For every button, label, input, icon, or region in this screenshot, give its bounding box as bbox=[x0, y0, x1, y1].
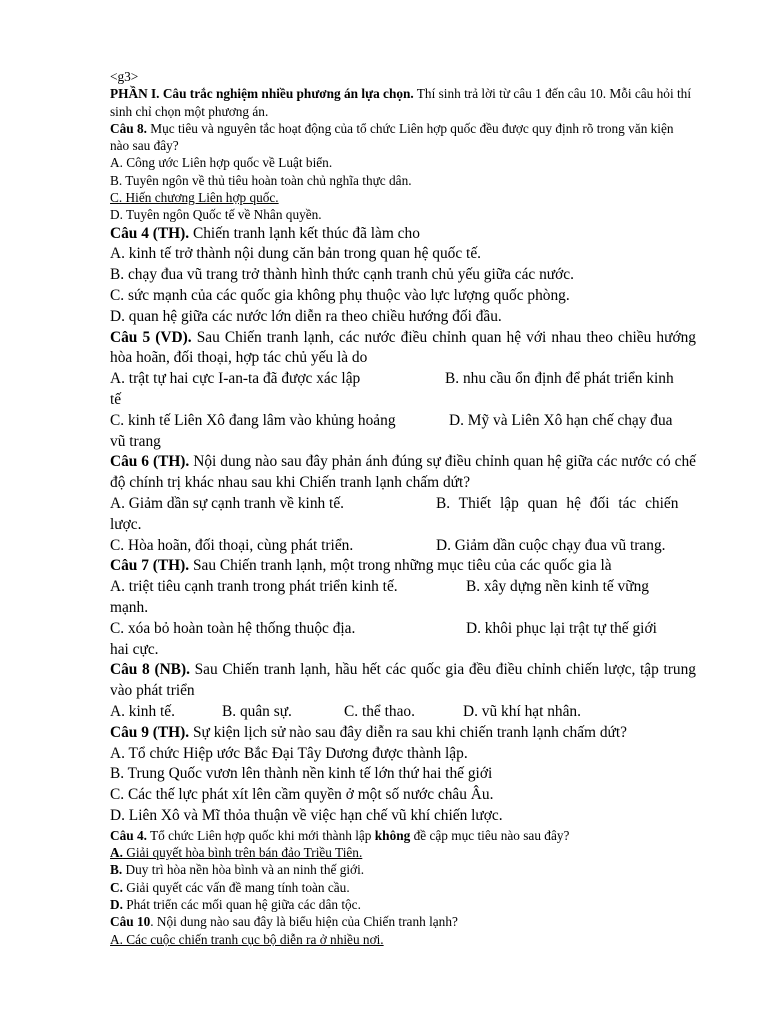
option-b-continued: lược. bbox=[110, 515, 142, 533]
question-label: Câu 4 (TH). bbox=[110, 224, 190, 242]
option-b: B. chạy đua vũ trang trở thành hình thức cạnh tranh chủ yếu giữa các nước. bbox=[110, 266, 574, 284]
option-d: D. vũ khí hạt nhân. bbox=[463, 703, 581, 720]
options-row-cd bbox=[110, 536, 696, 557]
tag-line: <g3> bbox=[110, 69, 139, 84]
question-7 bbox=[110, 556, 696, 577]
option-b: B. quân sự. bbox=[222, 703, 292, 720]
question-text-part2: đề cập mục tiêu nào sau đây? bbox=[410, 827, 570, 843]
question-text-emphasis: không bbox=[374, 827, 411, 843]
option-b: B. Trung Quốc vươn lên thành nền kinh tế lớn thứ hai thế giới bbox=[110, 765, 493, 783]
option-a-answer: A. Các cuộc chiến tranh cục bộ diễn ra ở nhiều nơi. bbox=[110, 931, 384, 947]
option-c: C. sức mạnh của các quốc gia không phụ thuộc vào lực lượng quốc phòng. bbox=[110, 287, 570, 305]
question-4b bbox=[110, 827, 696, 844]
option-letter: A. bbox=[110, 845, 123, 861]
option-a: A. Tổ chức Hiệp ước Bắc Đại Tây Dương được thành lập. bbox=[110, 744, 468, 762]
question-8b bbox=[110, 660, 696, 702]
option-b bbox=[110, 861, 696, 878]
question-label: Câu 8 (NB). bbox=[110, 661, 190, 679]
part-title: PHẦN I. Câu trắc nghiệm nhiều phương án lựa chọn. bbox=[110, 86, 414, 102]
option-b: B. Tuyên ngôn về thủ tiêu hoàn toàn chủ nghĩa thực dân. bbox=[110, 172, 412, 188]
option-c: C. Các thế lực phát xít lên cầm quyền ở một số nước châu Âu. bbox=[110, 786, 494, 804]
question-text: . Nội dung nào sau đây là biểu hiện của Chiến tranh lạnh? bbox=[150, 914, 458, 930]
option-d bbox=[110, 896, 696, 913]
part-heading bbox=[110, 85, 696, 120]
question-label: Câu 6 (TH). bbox=[110, 453, 190, 471]
options-row-ab bbox=[110, 369, 696, 390]
option-c: C. Hòa hoãn, đối thoại, cùng phát triển. bbox=[110, 536, 354, 554]
part-instruction: Thí sinh trả lời từ câu 1 đến câu 10. Mỗi câu hỏi thí sinh chỉ chọn một phương án. bbox=[110, 86, 692, 119]
option-text: Duy trì hòa nền hòa bình và an ninh thế giới. bbox=[122, 862, 365, 878]
question-6 bbox=[110, 452, 696, 494]
question-text: Sự kiện lịch sử nào sau đây diễn ra sau khi chiến tranh lạnh chấm dứt? bbox=[189, 723, 627, 741]
options-row-ab bbox=[110, 494, 696, 515]
options-row-ab bbox=[110, 577, 696, 598]
option-a-answer bbox=[110, 844, 696, 861]
question-label: Câu 5 (VD). bbox=[110, 328, 192, 346]
question-8a bbox=[110, 120, 696, 155]
option-b-continued: tế bbox=[110, 391, 122, 409]
option-d: D. quan hệ giữa các nước lớn diễn ra theo chiều hướng đối đầu. bbox=[110, 307, 502, 325]
option-d: D. Tuyên ngôn Quốc tế về Nhân quyền. bbox=[110, 207, 322, 223]
options-row-cd bbox=[110, 619, 696, 640]
option-a: A. kinh tế trở thành nội dung căn bản trong quan hệ quốc tế. bbox=[110, 245, 482, 263]
option-a: A. triệt tiêu cạnh tranh trong phát triển kinh tế. bbox=[110, 578, 398, 596]
option-letter: C. bbox=[110, 879, 123, 895]
option-a: A. Công ước Liên hợp quốc về Luật biển. bbox=[110, 155, 333, 171]
question-text: Sau Chiến tranh lạnh, các nước điều chỉnh quan hệ với nhau theo chiều hướng hòa hoãn, đối thoại, hợp tác chủ yếu là do bbox=[110, 328, 697, 367]
option-c: C. kinh tế Liên Xô đang lâm vào khủng hoảng bbox=[110, 411, 396, 429]
question-label: Câu 9 (TH). bbox=[110, 723, 190, 741]
question-text: Sau Chiến tranh lạnh, hầu hết các quốc gia đều điều chỉnh chiến lược, tập trung vào phát triển bbox=[110, 661, 696, 700]
option-c: C. thể thao. bbox=[344, 703, 415, 720]
option-b-continued: mạnh. bbox=[110, 599, 149, 617]
options-row bbox=[110, 702, 696, 723]
option-letter: D. bbox=[110, 896, 123, 912]
option-c: C. xóa bỏ hoàn toàn hệ thống thuộc địa. bbox=[110, 619, 356, 637]
option-letter: B. bbox=[110, 862, 123, 878]
question-text-part1: Tổ chức Liên hợp quốc khi mới thành lập bbox=[146, 827, 375, 843]
option-text: Phát triển các mối quan hệ giữa các dân tộc. bbox=[122, 896, 361, 912]
option-d: D. khôi phục lại trật tự thế giới bbox=[466, 619, 657, 637]
question-text: Sau Chiến tranh lạnh, một trong những mục tiêu của các quốc gia là bbox=[189, 557, 612, 575]
option-b: B. nhu cầu ổn định để phát triển kinh bbox=[445, 370, 674, 388]
question-label: Câu 10 bbox=[110, 914, 151, 930]
option-c-answer: C. Hiến chương Liên hợp quốc. bbox=[110, 190, 279, 206]
option-text: Giải quyết hòa bình trên bán đảo Triều Tiên. bbox=[122, 845, 363, 861]
question-text: Chiến tranh lạnh kết thúc đã làm cho bbox=[189, 224, 420, 242]
question-10 bbox=[110, 913, 696, 930]
option-d: D. Liên Xô và Mĩ thỏa thuận về việc hạn chế vũ khí chiến lược. bbox=[110, 806, 503, 824]
option-a: A. trật tự hai cực I-an-ta đã được xác lập bbox=[110, 370, 361, 388]
question-label: Câu 7 (TH). bbox=[110, 557, 190, 575]
options-row-cd bbox=[110, 411, 696, 432]
option-d: D. Mỹ và Liên Xô hạn chế chạy đua bbox=[449, 411, 673, 429]
option-b: B. Thiết lập quan hệ đối tác chiến bbox=[436, 495, 679, 513]
option-a: A. kinh tế. bbox=[110, 703, 175, 720]
document-page bbox=[110, 68, 696, 948]
option-c bbox=[110, 879, 696, 896]
option-a: A. Giảm dần sự cạnh tranh về kinh tế. bbox=[110, 495, 345, 513]
option-d-continued: vũ trang bbox=[110, 432, 161, 450]
question-4 bbox=[110, 224, 696, 245]
question-text: Mục tiêu và nguyên tắc hoạt động của tổ chức Liên hợp quốc đều được quy định rõ trong văn kiện nào sau đây? bbox=[110, 120, 674, 154]
option-d: D. Giảm dần cuộc chạy đua vũ trang. bbox=[436, 536, 666, 554]
question-text: Nội dung nào sau đây phản ánh đúng sự điều chỉnh quan hệ giữa các nước có chế độ chính trị khác nhau sau khi Chiến tranh lạnh chấm dứt? bbox=[110, 453, 696, 492]
question-label: Câu 8. bbox=[110, 120, 147, 136]
option-b: B. xây dựng nền kinh tế vững bbox=[466, 578, 649, 596]
option-d-continued: hai cực. bbox=[110, 640, 159, 658]
question-9 bbox=[110, 723, 696, 744]
option-text: Giải quyết các vấn đề mang tính toàn cầu. bbox=[122, 879, 350, 895]
question-5 bbox=[110, 328, 696, 370]
question-label: Câu 4. bbox=[110, 827, 147, 843]
